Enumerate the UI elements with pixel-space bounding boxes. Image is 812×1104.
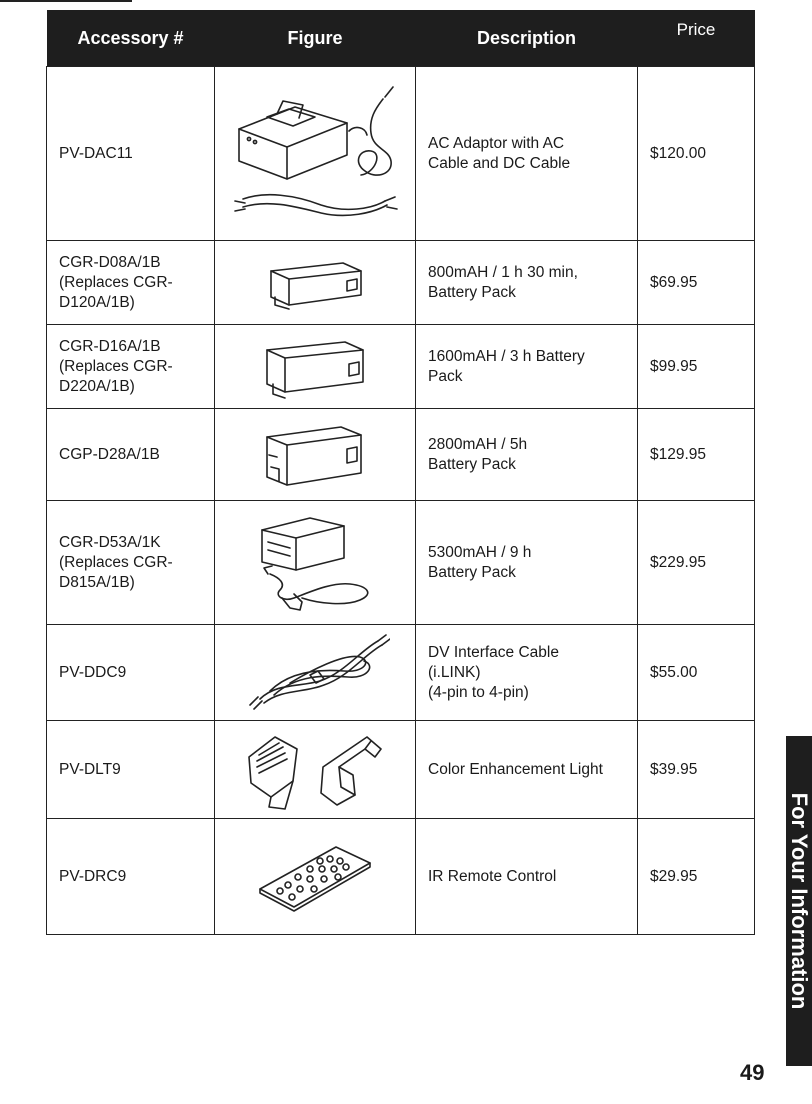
description-cell: 5300mAH / 9 h Battery Pack	[416, 501, 638, 625]
price-cell: $55.00	[638, 625, 755, 721]
description-cell: 2800mAH / 5h Battery Pack	[416, 409, 638, 501]
accessory-number: PV-DAC11	[47, 67, 215, 241]
figure-cell	[215, 409, 416, 501]
price-cell: $29.95	[638, 819, 755, 935]
dv-cable-icon	[240, 631, 390, 715]
description-cell: DV Interface Cable (i.LINK) (4-pin to 4-pin)	[416, 625, 638, 721]
table-row	[47, 241, 755, 325]
table-row	[47, 501, 755, 625]
ac-adaptor-icon	[225, 79, 405, 229]
figure-cell	[215, 625, 416, 721]
large-battery-pack-icon	[255, 415, 375, 495]
side-tab-label: For Your Information	[787, 792, 812, 1010]
price-cell: $69.95	[638, 241, 755, 325]
table-header-row	[47, 10, 755, 67]
battery-with-cable-icon	[250, 508, 380, 618]
side-tab	[786, 736, 812, 1066]
accessory-number: PV-DLT9	[47, 721, 215, 819]
price-cell: $120.00	[638, 67, 755, 241]
price-cell: $129.95	[638, 409, 755, 501]
figure-cell	[215, 819, 416, 935]
remote-control-icon	[250, 837, 380, 917]
header-price: Price	[638, 10, 755, 67]
page-number: 49	[740, 1060, 765, 1085]
table-row	[47, 409, 755, 501]
table-row	[47, 625, 755, 721]
price-cell: $229.95	[638, 501, 755, 625]
table-row	[47, 67, 755, 241]
medium-battery-pack-icon	[253, 332, 377, 402]
header-figure: Figure	[215, 10, 416, 67]
accessory-table	[46, 10, 755, 935]
accessory-number: CGP-D28A/1B	[47, 409, 215, 501]
price-cell: $39.95	[638, 721, 755, 819]
table-row	[47, 819, 755, 935]
accessory-number: PV-DDC9	[47, 625, 215, 721]
figure-cell	[215, 67, 416, 241]
header-description: Description	[416, 10, 638, 67]
price-cell: $99.95	[638, 325, 755, 409]
small-battery-pack-icon	[255, 251, 375, 315]
accessory-number: CGR-D16A/1B (Replaces CGR- D220A/1B)	[47, 325, 215, 409]
description-cell: Color Enhancement Light	[416, 721, 638, 819]
top-rule	[0, 0, 132, 2]
accessory-number: PV-DRC9	[47, 819, 215, 935]
figure-cell	[215, 241, 416, 325]
description-cell: AC Adaptor with AC Cable and DC Cable	[416, 67, 638, 241]
description-cell: 1600mAH / 3 h Battery Pack	[416, 325, 638, 409]
description-cell: IR Remote Control	[416, 819, 638, 935]
table-row	[47, 325, 755, 409]
accessory-number: CGR-D53A/1K (Replaces CGR- D815A/1B)	[47, 501, 215, 625]
figure-cell	[215, 721, 416, 819]
accessory-number: CGR-D08A/1B (Replaces CGR- D120A/1B)	[47, 241, 215, 325]
description-cell: 800mAH / 1 h 30 min, Battery Pack	[416, 241, 638, 325]
video-light-icon	[235, 727, 395, 813]
header-accessory: Accessory #	[47, 10, 215, 67]
figure-cell	[215, 325, 416, 409]
figure-cell	[215, 501, 416, 625]
table-row	[47, 721, 755, 819]
